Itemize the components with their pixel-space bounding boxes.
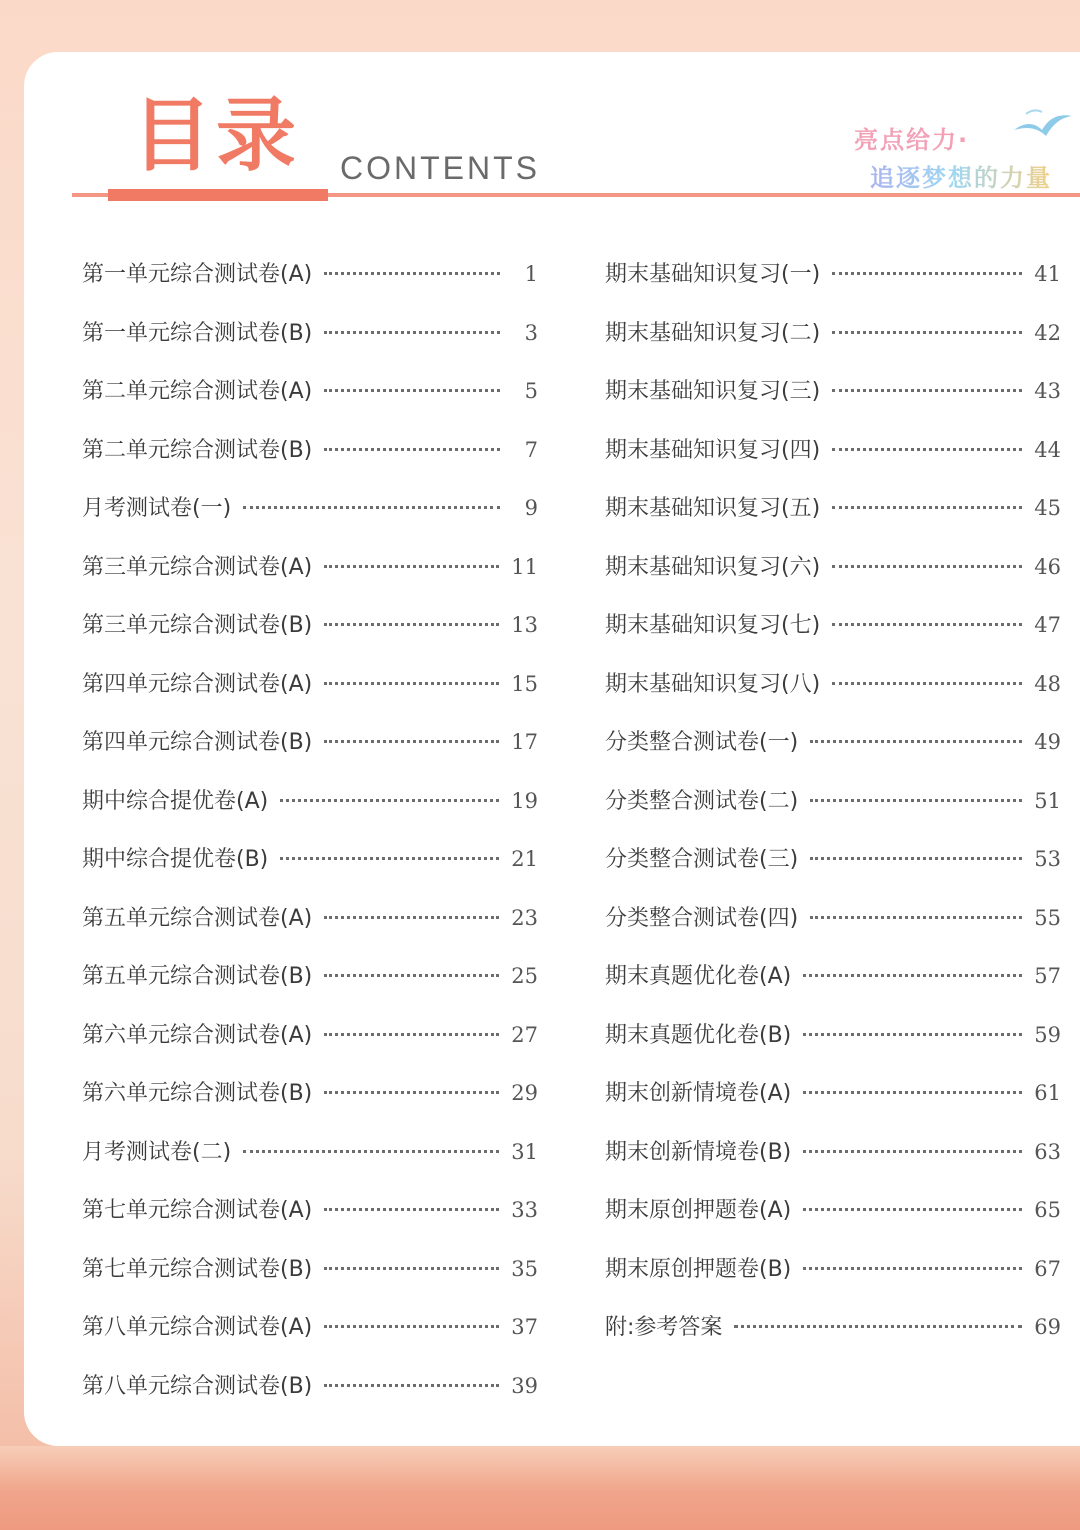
toc-entry[interactable] bbox=[82, 316, 538, 375]
toc-entry[interactable] bbox=[605, 316, 1061, 375]
toc-entry-page: 53 bbox=[1034, 847, 1061, 871]
dot-leader bbox=[803, 1033, 1022, 1036]
toc-entry-page: 17 bbox=[511, 730, 538, 754]
dot-leader bbox=[803, 1267, 1022, 1270]
toc-entry-title: 第五单元综合测试卷(A) bbox=[82, 905, 313, 931]
toc-entry[interactable] bbox=[82, 667, 538, 726]
dot-leader bbox=[324, 682, 499, 685]
toc-entry-title: 第八单元综合测试卷(A) bbox=[82, 1315, 313, 1340]
toc-entry-title: 分类整合测试卷(一) bbox=[605, 730, 799, 755]
dot-leader bbox=[832, 506, 1022, 509]
toc-entry-page: 42 bbox=[1034, 320, 1061, 345]
toc-entry[interactable] bbox=[82, 1135, 538, 1194]
toc-entry[interactable] bbox=[82, 725, 538, 784]
dot-leader bbox=[324, 389, 500, 392]
toc-entry[interactable] bbox=[82, 1193, 538, 1252]
toc-entry[interactable] bbox=[605, 1193, 1061, 1252]
toc-entry-page: 45 bbox=[1034, 496, 1061, 520]
toc-column-left bbox=[82, 257, 538, 1427]
toc-entry[interactable] bbox=[82, 374, 538, 433]
dot-leader bbox=[832, 272, 1022, 275]
dot-leader bbox=[832, 623, 1022, 626]
toc-entry-title: 月考测试卷(一) bbox=[82, 496, 232, 521]
toc-entry-page: 15 bbox=[511, 671, 538, 696]
dot-leader bbox=[832, 448, 1022, 451]
toc-entry-page: 55 bbox=[1034, 905, 1061, 930]
dot-leader bbox=[324, 623, 499, 626]
toc-entry-title: 期末原创押题卷(A) bbox=[605, 1198, 792, 1223]
dot-leader bbox=[734, 1325, 1022, 1328]
toc-entry[interactable] bbox=[82, 959, 538, 1018]
toc-entry-page: 69 bbox=[1034, 1315, 1061, 1339]
dot-leader bbox=[324, 1325, 499, 1328]
dot-leader bbox=[810, 799, 1022, 802]
dot-leader bbox=[324, 974, 499, 977]
toc-entry-title: 第八单元综合测试卷(B) bbox=[82, 1373, 313, 1399]
toc-entry[interactable] bbox=[82, 1310, 538, 1369]
toc-entry-page: 7 bbox=[524, 437, 538, 462]
toc-entry-page: 48 bbox=[1034, 671, 1061, 696]
toc-entry-title: 期末基础知识复习(二) bbox=[605, 320, 821, 346]
toc-entry-page: 35 bbox=[511, 1256, 538, 1281]
toc-entry-page: 1 bbox=[524, 262, 538, 286]
dot-leader bbox=[832, 682, 1022, 685]
toc-entry-page: 27 bbox=[511, 1022, 538, 1047]
page-title: 目录 bbox=[132, 89, 300, 182]
bottom-band bbox=[0, 1446, 1080, 1530]
seagull-icon bbox=[1012, 104, 1074, 144]
page-subtitle: CONTENTS bbox=[340, 150, 540, 186]
toc-entry-title: 第七单元综合测试卷(B) bbox=[82, 1256, 313, 1282]
toc-entry-page: 13 bbox=[511, 613, 538, 637]
toc-entry[interactable] bbox=[82, 784, 538, 843]
dot-leader bbox=[243, 1150, 499, 1153]
toc-entry-title: 期末真题优化卷(B) bbox=[605, 1022, 792, 1048]
toc-entry[interactable] bbox=[82, 1369, 538, 1428]
toc-entry-title: 期末基础知识复习(八) bbox=[605, 671, 821, 697]
dot-leader bbox=[324, 1033, 499, 1036]
toc-entry-page: 43 bbox=[1034, 379, 1061, 403]
toc-entry[interactable] bbox=[605, 433, 1061, 492]
toc-entry[interactable] bbox=[605, 491, 1061, 550]
dot-leader bbox=[803, 1150, 1022, 1153]
toc-entry-page: 39 bbox=[511, 1373, 538, 1398]
toc-entry-page: 44 bbox=[1034, 437, 1061, 462]
toc-entry-title: 分类整合测试卷(二) bbox=[605, 788, 799, 814]
toc-entry-title: 期末真题优化卷(A) bbox=[605, 964, 792, 989]
dot-leader bbox=[280, 857, 499, 860]
toc-entry-page: 29 bbox=[511, 1081, 538, 1105]
toc-entry[interactable] bbox=[605, 901, 1061, 960]
slogan-line-1: 亮点给力· bbox=[854, 126, 970, 154]
toc-entry-title: 第一单元综合测试卷(A) bbox=[82, 262, 313, 287]
toc-entry[interactable] bbox=[605, 959, 1061, 1018]
toc-entry-title: 期末基础知识复习(三) bbox=[605, 379, 821, 404]
toc-entry-page: 19 bbox=[511, 788, 538, 813]
toc-entry[interactable] bbox=[605, 608, 1061, 667]
dot-leader bbox=[810, 857, 1022, 860]
toc-entry[interactable] bbox=[605, 667, 1061, 726]
dot-leader bbox=[803, 1208, 1022, 1211]
toc-entry-title: 分类整合测试卷(三) bbox=[605, 847, 799, 872]
dot-leader bbox=[832, 331, 1022, 334]
toc-entry[interactable] bbox=[605, 725, 1061, 784]
toc-entry[interactable] bbox=[82, 433, 538, 492]
toc-entry-title: 第二单元综合测试卷(A) bbox=[82, 379, 313, 404]
toc-entry[interactable] bbox=[82, 1252, 538, 1311]
toc-entry[interactable] bbox=[82, 608, 538, 667]
toc-entry[interactable] bbox=[82, 257, 538, 316]
toc-entry-title: 第六单元综合测试卷(A) bbox=[82, 1022, 313, 1048]
toc-entry-title: 第四单元综合测试卷(A) bbox=[82, 671, 313, 697]
dot-leader bbox=[324, 740, 499, 743]
toc-entry-page: 49 bbox=[1034, 730, 1061, 754]
toc-entry-page: 47 bbox=[1034, 613, 1061, 637]
dot-leader bbox=[324, 1267, 499, 1270]
toc-entry-page: 63 bbox=[1034, 1139, 1061, 1164]
toc-entry-page: 23 bbox=[511, 905, 538, 930]
toc-entry-page: 25 bbox=[511, 964, 538, 988]
toc-entry[interactable] bbox=[605, 1252, 1061, 1311]
toc-entry-title: 分类整合测试卷(四) bbox=[605, 905, 799, 931]
toc-entry-title: 期中综合提优卷(A) bbox=[82, 788, 269, 814]
toc-entry[interactable] bbox=[605, 1076, 1061, 1135]
toc-entry[interactable] bbox=[82, 1076, 538, 1135]
dot-leader bbox=[324, 1384, 499, 1387]
toc-entry-page: 31 bbox=[511, 1139, 538, 1164]
toc-entry-page: 67 bbox=[1034, 1256, 1061, 1281]
toc-entry-title: 第四单元综合测试卷(B) bbox=[82, 730, 313, 755]
toc-entry[interactable] bbox=[82, 550, 538, 609]
toc-entry-title: 第六单元综合测试卷(B) bbox=[82, 1081, 313, 1106]
toc-entry-title: 期末基础知识复习(一) bbox=[605, 262, 821, 287]
dot-leader bbox=[832, 389, 1022, 392]
dot-leader bbox=[810, 740, 1022, 743]
dot-leader bbox=[810, 916, 1022, 919]
toc-entry-page: 5 bbox=[524, 379, 538, 403]
toc-entry-title: 期末基础知识复习(七) bbox=[605, 613, 821, 638]
toc-entry-title: 期末基础知识复习(六) bbox=[605, 554, 821, 580]
dot-leader bbox=[832, 565, 1022, 568]
toc-entry[interactable] bbox=[605, 550, 1061, 609]
toc-entry-page: 61 bbox=[1034, 1081, 1061, 1105]
toc-entry-title: 第五单元综合测试卷(B) bbox=[82, 964, 313, 989]
toc-entry[interactable] bbox=[605, 1310, 1061, 1369]
toc-entry-title: 月考测试卷(二) bbox=[82, 1139, 232, 1165]
toc-entry-title: 附:参考答案 bbox=[605, 1315, 723, 1340]
toc-entry-page: 3 bbox=[524, 320, 538, 345]
toc-entry-page: 41 bbox=[1034, 262, 1061, 286]
dot-leader bbox=[803, 1091, 1022, 1094]
toc-entry-page: 33 bbox=[511, 1198, 538, 1222]
toc-entry-title: 期末基础知识复习(五) bbox=[605, 496, 821, 521]
toc-entry-title: 第三单元综合测试卷(B) bbox=[82, 613, 313, 638]
toc-entry[interactable] bbox=[605, 784, 1061, 843]
toc-entry[interactable] bbox=[605, 842, 1061, 901]
dot-leader bbox=[803, 974, 1022, 977]
toc-entry[interactable] bbox=[82, 491, 538, 550]
toc-entry-page: 46 bbox=[1034, 554, 1061, 579]
toc-entry-page: 65 bbox=[1034, 1198, 1061, 1222]
toc-entry-title: 第七单元综合测试卷(A) bbox=[82, 1198, 313, 1223]
dot-leader bbox=[243, 506, 500, 509]
toc-column-right bbox=[605, 257, 1061, 1369]
dot-leader bbox=[324, 565, 499, 568]
dot-leader bbox=[280, 799, 499, 802]
toc-entry[interactable] bbox=[82, 842, 538, 901]
toc-entry-title: 第二单元综合测试卷(B) bbox=[82, 437, 313, 463]
toc-entry-page: 21 bbox=[511, 847, 538, 871]
toc-entry-page: 51 bbox=[1034, 788, 1061, 813]
toc-entry-title: 期末创新情境卷(A) bbox=[605, 1081, 792, 1106]
toc-entry[interactable] bbox=[82, 901, 538, 960]
slogan-line-2: 追逐梦想的力量 bbox=[870, 158, 1052, 193]
toc-entry-page: 59 bbox=[1034, 1022, 1061, 1047]
toc-entry-title: 第一单元综合测试卷(B) bbox=[82, 320, 313, 346]
dot-leader bbox=[324, 1208, 499, 1211]
toc-entry-page: 57 bbox=[1034, 964, 1061, 988]
toc-entry[interactable] bbox=[605, 374, 1061, 433]
toc-entry[interactable] bbox=[605, 1135, 1061, 1194]
dot-leader bbox=[324, 448, 500, 451]
toc-entry-page: 11 bbox=[511, 554, 538, 579]
toc-entry-title: 第三单元综合测试卷(A) bbox=[82, 554, 313, 580]
toc-entry-page: 37 bbox=[511, 1315, 538, 1339]
dot-leader bbox=[324, 331, 500, 334]
dot-leader bbox=[324, 272, 500, 275]
toc-entry-page: 9 bbox=[524, 496, 538, 520]
title-underline-accent bbox=[108, 189, 328, 201]
toc-entry-title: 期中综合提优卷(B) bbox=[82, 847, 269, 872]
toc-entry[interactable] bbox=[605, 1018, 1061, 1077]
dot-leader bbox=[324, 916, 499, 919]
toc-entry-title: 期末创新情境卷(B) bbox=[605, 1139, 792, 1165]
dot-leader bbox=[324, 1091, 499, 1094]
toc-entry[interactable] bbox=[605, 257, 1061, 316]
toc-entry-title: 期末原创押题卷(B) bbox=[605, 1256, 792, 1282]
toc-entry[interactable] bbox=[82, 1018, 538, 1077]
toc-entry-title: 期末基础知识复习(四) bbox=[605, 437, 821, 463]
